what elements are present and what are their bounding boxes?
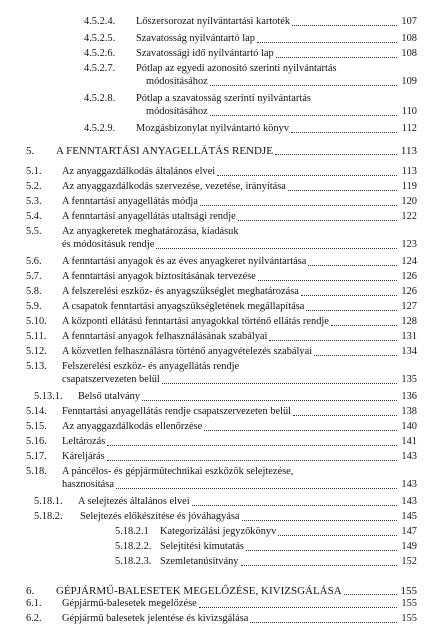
toc-entry-title: A felszerelési eszköz- és anyagszükséglet meghatározása	[62, 286, 299, 297]
toc-entry-title: A FENNTARTÁSI ANYAGELLÁTÁS RENDJE	[56, 145, 273, 157]
toc-entry-number: 5.2.	[26, 181, 42, 192]
toc-entry-title: Káreljárás	[62, 451, 105, 462]
toc-entry-title: Az anyaggazdálkodás általános elvei	[62, 166, 216, 177]
toc-entry-title: Gépjármű balesetek jelentése és kivizsgálása	[62, 613, 249, 624]
toc-page-number: 135	[401, 374, 417, 385]
toc-entry-row	[0, 405, 441, 419]
toc-entry-number: 5.6.	[26, 256, 42, 267]
toc-chapter-row	[0, 144, 441, 158]
toc-entry-title: módosításához	[146, 106, 208, 117]
toc-page-number: 149	[401, 541, 417, 552]
toc-page-number: 134	[401, 346, 417, 357]
toc-leader-dots	[291, 122, 397, 133]
toc-entry-title: Pótlap a szavatosság szerinti nyilvántartás	[136, 93, 311, 104]
toc-leader-dots	[142, 390, 397, 401]
toc-leader-dots	[344, 584, 397, 595]
toc-entry-number: 4.5.2.7.	[84, 63, 116, 74]
toc-entry-row	[0, 105, 441, 119]
toc-entry-title: A páncélos- és gépjárműtechnikai eszközök selejtezése,	[62, 466, 294, 477]
toc-entry-number: 5.15.	[26, 421, 47, 432]
toc-entry-number: 5.8.	[26, 286, 42, 297]
toc-entry-row	[0, 180, 441, 194]
toc-page-number: 145	[401, 511, 417, 522]
toc-leader-dots	[199, 597, 397, 608]
toc-entry-title: GÉPJÁRMŰ-BALESETEK MEGELŐZÉSE, KIVIZSGÁLÁSA	[56, 585, 342, 597]
toc-page-number: 141	[401, 436, 417, 447]
toc-entry-row	[0, 75, 441, 89]
toc-entry-row	[0, 32, 441, 46]
toc-entry-title: Szemletanúsítvány	[160, 556, 239, 567]
toc-page-number: 155	[400, 585, 417, 597]
toc-entry-row	[0, 255, 441, 269]
toc-entry-title: Selejtítési kimutatás	[160, 541, 244, 552]
toc-entry-row	[0, 270, 441, 284]
toc-entry-row	[0, 300, 441, 314]
toc-page-number: 155	[401, 598, 417, 609]
toc-page-number: 140	[401, 421, 417, 432]
toc-leader-dots	[250, 612, 397, 623]
toc-entry-title: A közvetlen felhasználásra történő anyagvételezés szabályai	[62, 346, 313, 357]
toc-page-number: 131	[401, 331, 417, 342]
toc-entry-title: Mozgásbizonylat nyilvántartó könyv	[136, 123, 289, 134]
toc-entry-row	[0, 285, 441, 299]
toc-leader-dots	[269, 330, 397, 341]
toc-entry-number: 5.9.	[26, 301, 42, 312]
toc-entry-number: 5.3.	[26, 196, 42, 207]
toc-entry-title: Pótlap az egyedi azonosító szerinti nyilvántartás	[136, 63, 337, 74]
toc-entry-number: 4.5.2.8.	[84, 93, 116, 104]
toc-entry-title: módosításához	[146, 76, 208, 87]
toc-entry-row	[0, 238, 441, 252]
toc-entry-title: és módosításuk rendje	[62, 239, 155, 250]
toc-entry-title: csapatszervezeten belül	[62, 374, 160, 385]
toc-entry-number: 5.18.	[26, 466, 47, 477]
toc-entry-title: Az anyaggazdálkodás szervezése, vezetése, irányítása	[62, 181, 286, 192]
toc-entry-number: 6.1.	[26, 598, 42, 609]
toc-entry-number: 5.14.	[26, 406, 47, 417]
toc-page-number: 119	[401, 181, 417, 192]
toc-page-number: 128	[401, 316, 417, 327]
toc-entry-row	[0, 330, 441, 344]
toc-entry-row	[0, 612, 441, 626]
toc-leader-dots	[238, 210, 397, 221]
toc-entry-number: 6.	[26, 585, 35, 597]
toc-leader-dots	[288, 180, 397, 191]
toc-leader-dots	[162, 373, 397, 384]
toc-leader-dots	[278, 525, 397, 536]
toc-entry-row	[0, 495, 441, 509]
toc-entry-title: Belső utalvány	[78, 391, 141, 402]
toc-page-number: 124	[401, 256, 417, 267]
toc-entry-number: 5.18.2.1	[115, 526, 149, 537]
toc-entry-number: 5.1.	[26, 166, 42, 177]
toc-entry-number: 4.5.2.5.	[84, 33, 116, 44]
toc-entry-title: Szavatossági idő nyilvántartó lap	[136, 48, 274, 59]
toc-leader-dots	[107, 450, 397, 461]
toc-leader-dots	[107, 435, 397, 446]
toc-entry-row	[0, 165, 441, 179]
toc-page-number: 143	[401, 496, 417, 507]
toc-entry-number: 5.18.2.	[34, 511, 63, 522]
toc-page-number: 152	[401, 556, 417, 567]
toc-entry-row	[0, 540, 441, 554]
toc-entry-number: 5.	[26, 145, 35, 157]
toc-entry-title: Fenntartási anyagellátás rendje csapatszervezeten belül	[62, 406, 292, 417]
toc-page-number: 155	[401, 613, 417, 624]
toc-page-number: 126	[401, 271, 417, 282]
toc-leader-dots	[192, 495, 397, 506]
toc-page-number: 123	[401, 239, 417, 250]
toc-leader-dots	[331, 315, 397, 326]
toc-entry-row	[0, 62, 441, 76]
toc-entry-title: A fenntartási anyagellátás utaltsági rendje	[62, 211, 236, 222]
toc-entry-title: Gépjármű-balesetek megelőzése	[62, 598, 197, 609]
toc-entry-title: A fenntartási anyagok és az éves anyagkeret nyilvántartása	[62, 256, 307, 267]
toc-entry-number: 5.10.	[26, 316, 47, 327]
toc-entry-title: A fenntartási anyagellátás módja	[62, 196, 198, 207]
toc-page-number: 122	[401, 211, 417, 222]
toc-leader-dots	[293, 405, 397, 416]
toc-entry-row	[0, 450, 441, 464]
toc-leader-dots	[200, 195, 397, 206]
toc-page-number: 126	[401, 286, 417, 297]
toc-entry-row	[0, 420, 441, 434]
toc-page-number: 109	[401, 76, 417, 87]
toc-entry-title: Szavatosság nyilvántartó lap	[136, 33, 255, 44]
toc-entry-number: 5.5.	[26, 226, 42, 237]
toc-page-number: 143	[401, 479, 417, 490]
toc-entry-row	[0, 465, 441, 479]
toc-leader-dots	[308, 255, 397, 266]
toc-entry-title: Az anyaggazdálkodás ellenőrzése	[62, 421, 203, 432]
toc-entry-number: 5.13.1.	[34, 391, 63, 402]
toc-leader-dots	[257, 32, 397, 43]
toc-leader-dots	[204, 420, 397, 431]
toc-page-number: 108	[401, 33, 417, 44]
toc-page-number: 113	[400, 145, 417, 157]
toc-entry-number: 4.5.2.9.	[84, 123, 116, 134]
toc-entry-number: 5.7.	[26, 271, 42, 282]
toc-leader-dots	[210, 75, 397, 86]
toc-entry-row	[0, 555, 441, 569]
toc-leader-dots	[276, 47, 397, 58]
toc-leader-dots	[156, 238, 397, 249]
toc-entry-title: Lőszersorozat nyilvántartási kartoték	[136, 16, 291, 27]
toc-page-number: 138	[401, 406, 417, 417]
toc-entry-row	[0, 225, 441, 239]
toc-page-number: 143	[401, 451, 417, 462]
toc-entry-number: 6.2.	[26, 613, 42, 624]
toc-entry-title: Leltározás	[62, 436, 106, 447]
toc-page-number: 112	[401, 123, 417, 134]
toc-entry-number: 5.16.	[26, 436, 47, 447]
toc-entry-row	[0, 92, 441, 106]
toc-leader-dots	[116, 478, 397, 489]
toc-leader-dots	[241, 555, 398, 566]
toc-page-number: 110	[401, 106, 417, 117]
toc-page-number: 113	[401, 166, 417, 177]
toc-entry-number: 5.18.2.2.	[115, 541, 152, 552]
toc-entry-title: A központi ellátású fenntartási anyagokkal történő ellátás rendje	[62, 316, 329, 327]
toc-entry-number: 5.12.	[26, 346, 47, 357]
toc-entry-number: 5.11.	[26, 331, 47, 342]
toc-entry-number: 5.18.2.3.	[115, 556, 152, 567]
toc-leader-dots	[301, 285, 397, 296]
toc-leader-dots	[242, 510, 397, 521]
toc-entry-row	[0, 510, 441, 524]
toc-entry-row	[0, 360, 441, 374]
toc-page-number: 120	[401, 196, 417, 207]
toc-entry-number: 4.5.2.6.	[84, 48, 116, 59]
toc-entry-title: A selejtezés általános elvei	[78, 496, 190, 507]
toc-entry-number: 5.17.	[26, 451, 47, 462]
toc-entry-row	[0, 525, 441, 539]
toc-entry-row	[0, 210, 441, 224]
toc-entry-row	[0, 373, 441, 387]
toc-entry-title: Kategorizálási jegyzőkönyv	[160, 526, 277, 537]
toc-entry-row	[0, 390, 441, 404]
toc-entry-title: A fenntartási anyagok biztosításának tervezése	[62, 271, 256, 282]
toc-entry-row	[0, 435, 441, 449]
toc-chapter-row	[0, 584, 441, 598]
toc-page-number: 127	[401, 301, 417, 312]
toc-entry-row	[0, 122, 441, 136]
toc-entry-number: 5.18.1.	[34, 496, 63, 507]
toc-leader-dots	[246, 540, 397, 551]
toc-leader-dots	[275, 144, 397, 155]
toc-entry-number: 4.5.2.4.	[84, 16, 116, 27]
toc-entry-row	[0, 478, 441, 492]
toc-leader-dots	[292, 15, 397, 26]
toc-entry-number: 5.4.	[26, 211, 42, 222]
toc-entry-title: Felszerelési eszköz- és anyagellátás rendje	[62, 361, 240, 372]
toc-page-number: 107	[401, 16, 417, 27]
toc-leader-dots	[306, 300, 397, 311]
toc-entry-title: A fenntartási anyagok felhasználásának szabályai	[62, 331, 268, 342]
toc-entry-row	[0, 15, 441, 29]
toc-page-number: 136	[401, 391, 417, 402]
toc-entry-title: hasznosítása	[62, 479, 114, 490]
toc-page-number: 147	[401, 526, 417, 537]
toc-entry-title: Az anyagkeretek meghatározása, kiadásuk	[62, 226, 239, 237]
toc-leader-dots	[258, 270, 397, 281]
toc-entry-row	[0, 597, 441, 611]
toc-entry-title: Selejtezés előkészítése és jóváhagyása	[80, 511, 240, 522]
toc-entry-row	[0, 195, 441, 209]
toc-page-number: 108	[401, 48, 417, 59]
toc-entry-row	[0, 47, 441, 61]
toc-leader-dots	[314, 345, 397, 356]
toc-leader-dots	[217, 165, 397, 176]
toc-entry-number: 5.13.	[26, 361, 47, 372]
toc-entry-title: A csapatok fenntartási anyagszükségletének megállapítása	[62, 301, 305, 312]
toc-entry-row	[0, 345, 441, 359]
toc-leader-dots	[210, 105, 397, 116]
toc-entry-row	[0, 315, 441, 329]
